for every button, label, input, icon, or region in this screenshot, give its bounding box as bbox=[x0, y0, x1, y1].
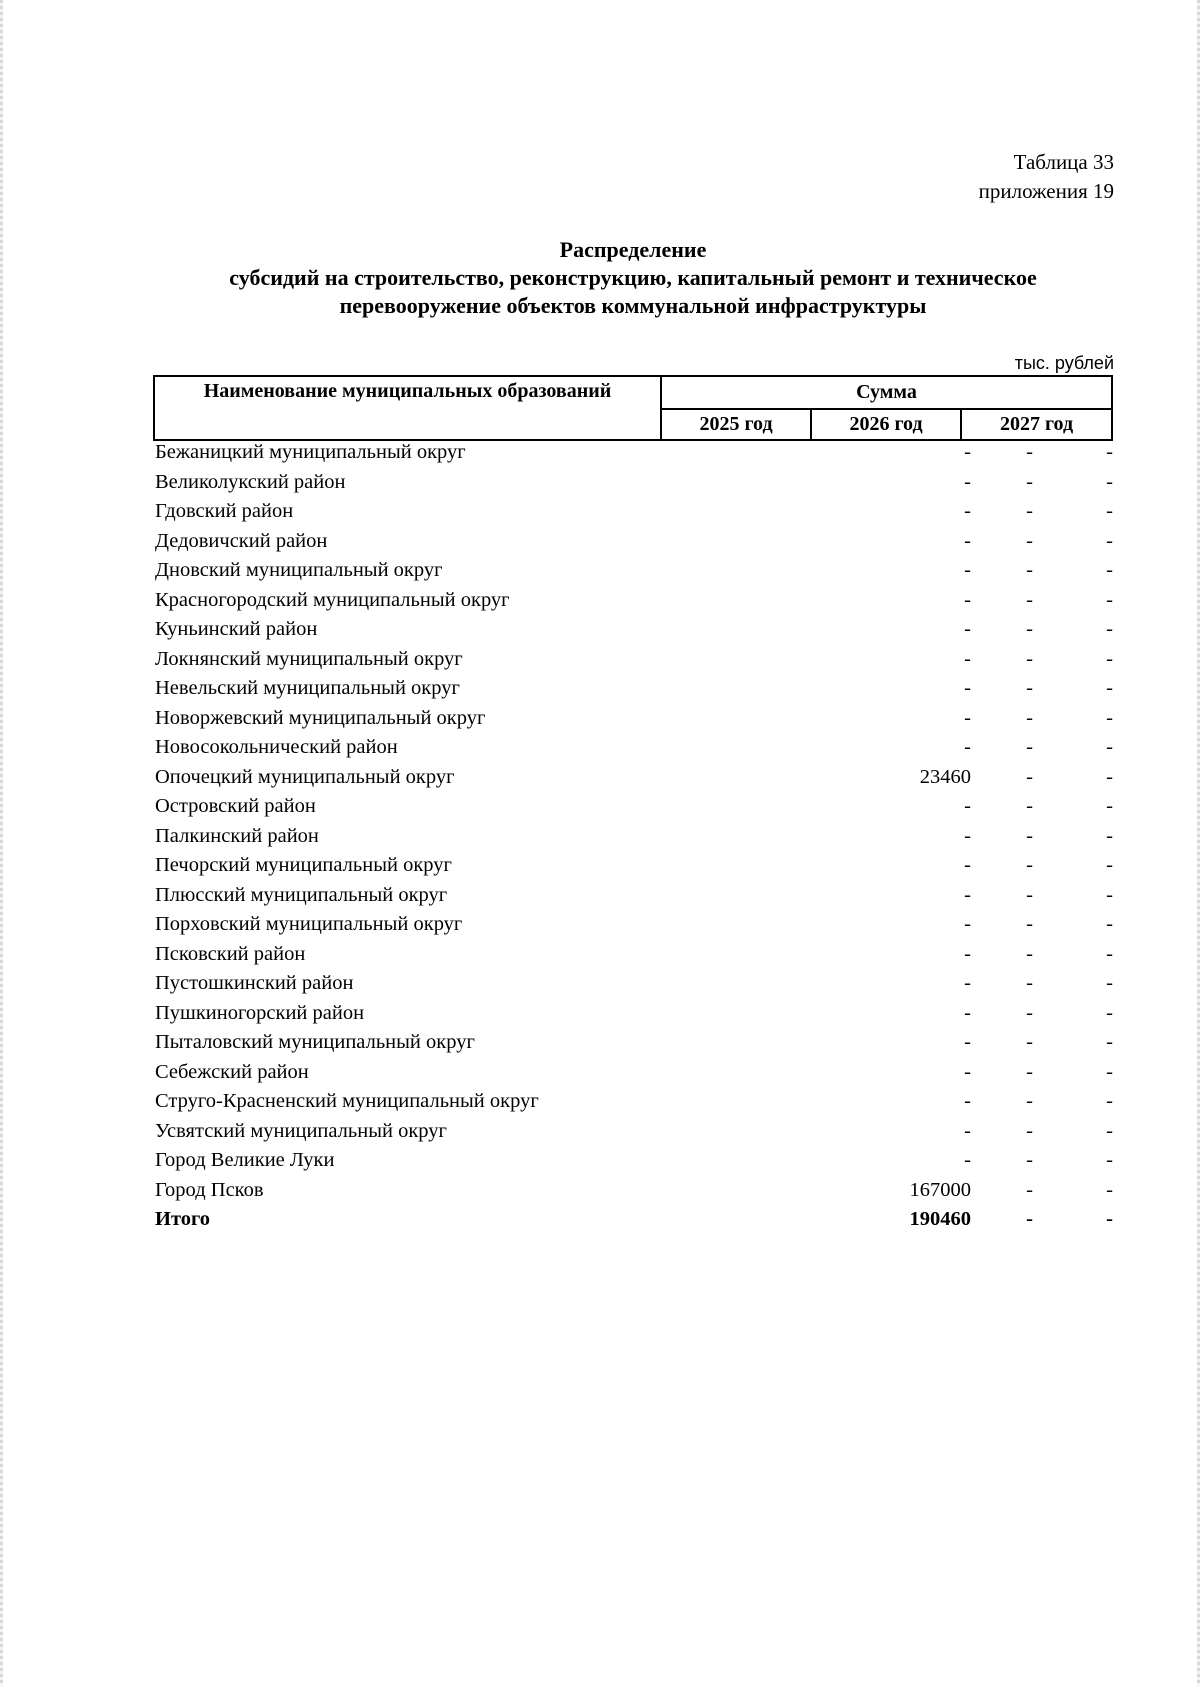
value-2025: - bbox=[964, 824, 971, 847]
table-number: Таблица 33 bbox=[1013, 150, 1114, 174]
value-2026: - bbox=[1026, 824, 1033, 847]
municipality-name: Гдовский район bbox=[155, 500, 294, 522]
municipality-name: Локнянский муниципальный округ bbox=[155, 647, 463, 670]
table-row bbox=[155, 1087, 1113, 1117]
value-2026: - bbox=[1026, 500, 1033, 522]
value-2026: - bbox=[1026, 1178, 1033, 1201]
municipality-name: Опочецкий муниципальный округ bbox=[155, 765, 455, 788]
title-line-1: Распределение bbox=[559, 237, 707, 262]
municipality-name: Пыталовский муниципальный округ bbox=[155, 1031, 475, 1053]
value-2025: - bbox=[964, 677, 971, 699]
value-2027: - bbox=[1106, 677, 1113, 699]
value-2025: - bbox=[964, 588, 971, 611]
value-2025: - bbox=[964, 559, 971, 581]
header-sum: Сумма bbox=[662, 377, 1111, 410]
table-row bbox=[155, 792, 1113, 822]
value-2027: - bbox=[1106, 854, 1113, 876]
value-2026: - bbox=[1026, 1031, 1033, 1053]
header-year-2025: 2025 год bbox=[662, 410, 812, 439]
value-2026: - bbox=[1026, 588, 1033, 611]
value-2025: - bbox=[964, 854, 971, 876]
value-2026: - bbox=[1026, 706, 1033, 729]
value-2025: - bbox=[964, 913, 971, 935]
municipality-name: Печорский муниципальный округ bbox=[155, 854, 452, 876]
value-2026: - bbox=[1026, 913, 1033, 935]
municipality-name: Итого bbox=[155, 1208, 211, 1230]
value-2027: - bbox=[1106, 1001, 1113, 1024]
value-2027: - bbox=[1106, 942, 1113, 965]
table-row bbox=[155, 556, 1113, 586]
municipality-name: Палкинский район bbox=[155, 824, 319, 847]
value-2026: - bbox=[1026, 1090, 1033, 1112]
table-row bbox=[155, 763, 1113, 793]
value-2027: - bbox=[1106, 736, 1113, 758]
municipality-name: Пустошкинский район bbox=[155, 972, 354, 994]
value-2027: - bbox=[1106, 588, 1113, 611]
value-2026: - bbox=[1026, 559, 1033, 581]
value-2027: - bbox=[1106, 1149, 1113, 1171]
value-2027: - bbox=[1106, 559, 1113, 581]
value-2025: - bbox=[964, 706, 971, 729]
value-2026: - bbox=[1026, 1119, 1033, 1142]
value-2025: - bbox=[964, 942, 971, 965]
value-2025: - bbox=[964, 470, 971, 493]
value-2026: - bbox=[1026, 647, 1033, 670]
value-2027: - bbox=[1106, 1178, 1113, 1201]
table-body bbox=[155, 438, 1113, 1235]
table-row bbox=[155, 468, 1113, 498]
value-2027: - bbox=[1106, 470, 1113, 493]
value-2026: - bbox=[1026, 883, 1033, 906]
table-row bbox=[155, 497, 1113, 527]
value-2025: 23460 bbox=[919, 765, 971, 788]
municipality-name: Псковский район bbox=[155, 942, 306, 965]
value-2025: 167000 bbox=[909, 1178, 971, 1201]
value-2026: - bbox=[1026, 677, 1033, 699]
table-row bbox=[155, 615, 1113, 645]
title-line-2: субсидий на строительство, реконструкцию, капитальный ремонт и техническое bbox=[229, 265, 1037, 290]
municipality-name: Дедовичский район bbox=[155, 529, 328, 552]
municipality-name: Новоржевский муниципальный округ bbox=[155, 706, 486, 729]
value-2025: - bbox=[964, 1001, 971, 1024]
table-row bbox=[155, 940, 1113, 970]
value-2026: - bbox=[1026, 972, 1033, 994]
value-2025: - bbox=[964, 529, 971, 552]
value-2026: - bbox=[1026, 942, 1033, 965]
value-2025: 190460 bbox=[909, 1208, 971, 1230]
table-row bbox=[155, 969, 1113, 999]
table-row bbox=[155, 674, 1113, 704]
value-2025: - bbox=[964, 736, 971, 758]
value-2026: - bbox=[1026, 1208, 1033, 1230]
value-2027: - bbox=[1106, 1090, 1113, 1112]
value-2026: - bbox=[1026, 529, 1033, 552]
value-2027: - bbox=[1106, 824, 1113, 847]
value-2026: - bbox=[1026, 795, 1033, 817]
document-title bbox=[150, 236, 1116, 320]
municipality-name: Куньинский район bbox=[155, 618, 318, 640]
table-row bbox=[155, 438, 1113, 468]
municipality-name: Себежский район bbox=[155, 1060, 309, 1083]
table-row bbox=[155, 910, 1113, 940]
table-row bbox=[155, 527, 1113, 557]
value-2027: - bbox=[1106, 618, 1113, 640]
table-row bbox=[155, 1117, 1113, 1147]
table-row bbox=[155, 851, 1113, 881]
municipality-name: Дновский муниципальный округ bbox=[155, 559, 443, 581]
value-2027: - bbox=[1106, 706, 1113, 729]
table-row bbox=[155, 1146, 1113, 1176]
table-row bbox=[155, 645, 1113, 675]
value-2026: - bbox=[1026, 1060, 1033, 1083]
table-row bbox=[155, 999, 1113, 1029]
header-year-2027: 2027 год bbox=[999, 413, 1074, 435]
municipality-name: Пушкиногорский район bbox=[155, 1001, 365, 1024]
value-2026: - bbox=[1026, 736, 1033, 758]
table-row bbox=[155, 733, 1113, 763]
value-2027: - bbox=[1106, 1119, 1113, 1142]
title-line-3: перевооружение объектов коммунальной инфраструктуры bbox=[339, 293, 927, 318]
municipality-name: Красногородский муниципальный округ bbox=[155, 588, 510, 611]
value-2025: - bbox=[964, 1149, 971, 1171]
header-municipality: Наименование муниципальных образований bbox=[155, 377, 662, 439]
table-row bbox=[155, 822, 1113, 852]
value-2027: - bbox=[1106, 1208, 1113, 1230]
value-2026: - bbox=[1026, 854, 1033, 876]
value-2025: - bbox=[964, 1119, 971, 1142]
value-2025: - bbox=[964, 795, 971, 817]
units-label: тыс. рублей bbox=[1014, 353, 1114, 373]
value-2025: - bbox=[964, 500, 971, 522]
value-2027: - bbox=[1106, 441, 1113, 463]
value-2027: - bbox=[1106, 1031, 1113, 1053]
value-2027: - bbox=[1106, 795, 1113, 817]
table-row bbox=[155, 1176, 1113, 1206]
table-reference bbox=[979, 148, 1114, 206]
municipality-name: Бежаницкий муниципальный округ bbox=[155, 441, 466, 463]
municipality-name: Усвятский муниципальный округ bbox=[155, 1119, 447, 1142]
value-2025: - bbox=[964, 647, 971, 670]
appendix-number: приложения 19 bbox=[978, 179, 1114, 203]
table-row bbox=[155, 586, 1113, 616]
municipality-name: Великолукский район bbox=[155, 470, 346, 493]
value-2026: - bbox=[1026, 1001, 1033, 1024]
value-2027: - bbox=[1106, 972, 1113, 994]
table-row bbox=[155, 1058, 1113, 1088]
municipality-name: Город Великие Луки bbox=[155, 1149, 335, 1171]
municipality-name: Порховский муниципальный округ bbox=[155, 913, 463, 935]
table-row bbox=[155, 1028, 1113, 1058]
table-total-row bbox=[155, 1205, 1113, 1235]
municipality-name: Новосокольнический район bbox=[155, 736, 398, 758]
value-2025: - bbox=[964, 618, 971, 640]
value-2025: - bbox=[964, 1060, 971, 1083]
header-year-2026: 2026 год bbox=[812, 410, 962, 439]
value-2027: - bbox=[1106, 500, 1113, 522]
value-2027: - bbox=[1106, 529, 1113, 552]
value-2025: - bbox=[964, 441, 971, 463]
value-2026: - bbox=[1026, 470, 1033, 493]
value-2026: - bbox=[1026, 1149, 1033, 1171]
table-header bbox=[153, 375, 1113, 441]
municipality-name: Плюсский муниципальный округ bbox=[155, 883, 448, 906]
value-2025: - bbox=[964, 883, 971, 906]
value-2025: - bbox=[964, 1090, 971, 1112]
value-2025: - bbox=[964, 1031, 971, 1053]
value-2025: - bbox=[964, 972, 971, 994]
municipality-name: Островский район bbox=[155, 795, 316, 817]
municipality-name: Город Псков bbox=[155, 1178, 264, 1201]
value-2026: - bbox=[1026, 441, 1033, 463]
value-2027: - bbox=[1106, 647, 1113, 670]
municipality-name: Невельский муниципальный округ bbox=[155, 677, 460, 699]
value-2026: - bbox=[1026, 618, 1033, 640]
value-2026: - bbox=[1026, 765, 1033, 788]
value-2027: - bbox=[1106, 913, 1113, 935]
table-row bbox=[155, 704, 1113, 734]
value-2027: - bbox=[1106, 883, 1113, 906]
municipality-name: Струго-Красненский муниципальный округ bbox=[155, 1090, 539, 1112]
value-2027: - bbox=[1106, 1060, 1113, 1083]
value-2027: - bbox=[1106, 765, 1113, 788]
table-row bbox=[155, 881, 1113, 911]
